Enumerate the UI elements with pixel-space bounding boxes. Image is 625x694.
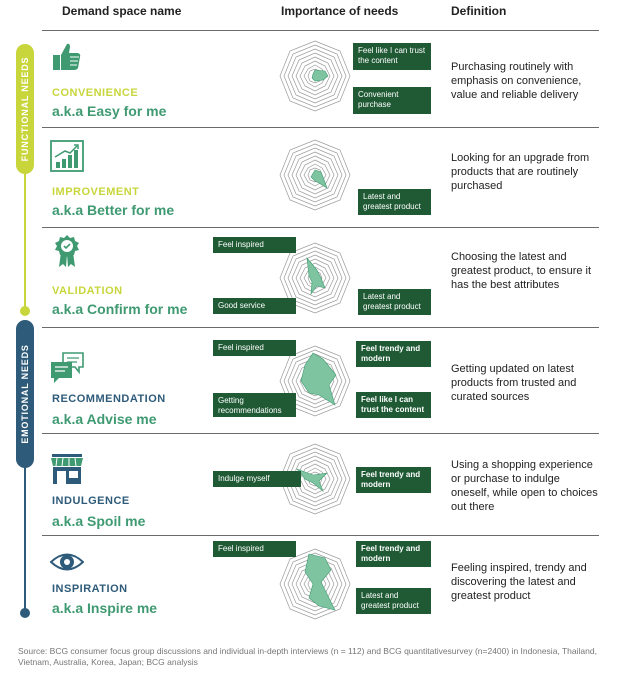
need-label: Good service: [213, 298, 296, 314]
eye-icon: [50, 545, 84, 579]
functional-rail-end-dot: [20, 306, 30, 316]
storefront-icon: [50, 452, 84, 486]
header-definition: Definition: [451, 4, 507, 18]
demand-space-name: INDULGENCE: [52, 495, 130, 507]
chat-bubbles-icon: [50, 352, 84, 386]
need-label: Latest and greatest product: [356, 588, 431, 614]
need-label: Convenient purchase: [353, 87, 431, 114]
need-label: Feel like I can trust the content: [356, 392, 431, 418]
demand-space-name: INSPIRATION: [52, 583, 128, 595]
need-label: Feel trendy and modern: [356, 341, 431, 367]
row-divider: [42, 433, 599, 434]
growth-chart-icon: [50, 140, 84, 174]
definition-text: Looking for an upgrade from products that are routinely purchased: [451, 152, 590, 192]
header-demand-space-name: Demand space name: [62, 4, 182, 18]
demand-space-name: VALIDATION: [52, 285, 123, 297]
definition-text: Choosing the latest and greatest product, to ensure it has the best attributes: [451, 251, 592, 291]
definition-text: Using a shopping experience or purchase to indulge oneself, while open to choices out there: [451, 459, 598, 513]
source-note: Source: BCG consumer focus group discussions and individual in-depth interviews (n = 112) and BCG quantitativesurvey (n=2400) in Indonesia, Thailand, Vietnam, Australia, Korea, Japan; BCG analysis: [18, 646, 597, 667]
demand-space-aka: a.k.a Advise me: [52, 411, 157, 427]
row-divider: [42, 227, 599, 228]
demand-space-aka: a.k.a Confirm for me: [52, 301, 188, 317]
row-divider: [42, 127, 599, 128]
header-importance-of-needs: Importance of needs: [281, 4, 399, 18]
row-divider: [42, 535, 599, 536]
demand-space-name: IMPROVEMENT: [52, 186, 140, 198]
needs-radar: [279, 548, 351, 620]
definition-text: Purchasing routinely with emphasis on convenience, value and reliable delivery: [451, 61, 582, 101]
header-divider: [42, 30, 599, 31]
emotional-needs-label: EMOTIONAL NEEDS: [16, 320, 34, 468]
need-label: Feel inspired: [213, 340, 296, 356]
needs-radar: [279, 40, 351, 112]
need-label: Feel trendy and modern: [356, 541, 431, 567]
definition-text: Feeling inspired, trendy and discovering the latest and greatest product: [451, 562, 587, 602]
need-label: Feel like I can trust the content: [353, 43, 431, 70]
need-label: Indulge myself: [213, 471, 301, 487]
needs-radar: [279, 139, 351, 211]
demand-space-aka: a.k.a Easy for me: [52, 103, 167, 119]
need-label: Latest and greatest product: [358, 289, 431, 315]
award-badge-icon: [50, 234, 84, 268]
emotional-rail-end-dot: [20, 608, 30, 618]
demand-space-name: RECOMMENDATION: [52, 393, 166, 405]
need-label: Latest and greatest product: [358, 189, 431, 215]
demand-space-aka: a.k.a Better for me: [52, 202, 175, 218]
functional-needs-label: FUNCTIONAL NEEDS: [16, 44, 34, 174]
need-label: Feel trendy and modern: [356, 467, 431, 493]
row-divider: [42, 327, 599, 328]
thumbs-up-icon: [50, 40, 84, 74]
definition-text: Getting updated on latest products from trusted and curated sources: [451, 363, 577, 403]
need-label: Getting recommendations: [213, 393, 296, 417]
demand-space-name: CONVENIENCE: [52, 87, 139, 99]
need-label: Feel inspired: [213, 237, 296, 253]
demand-space-aka: a.k.a Spoil me: [52, 513, 146, 529]
need-label: Feel inspired: [213, 541, 296, 557]
demand-space-aka: a.k.a Inspire me: [52, 600, 158, 616]
